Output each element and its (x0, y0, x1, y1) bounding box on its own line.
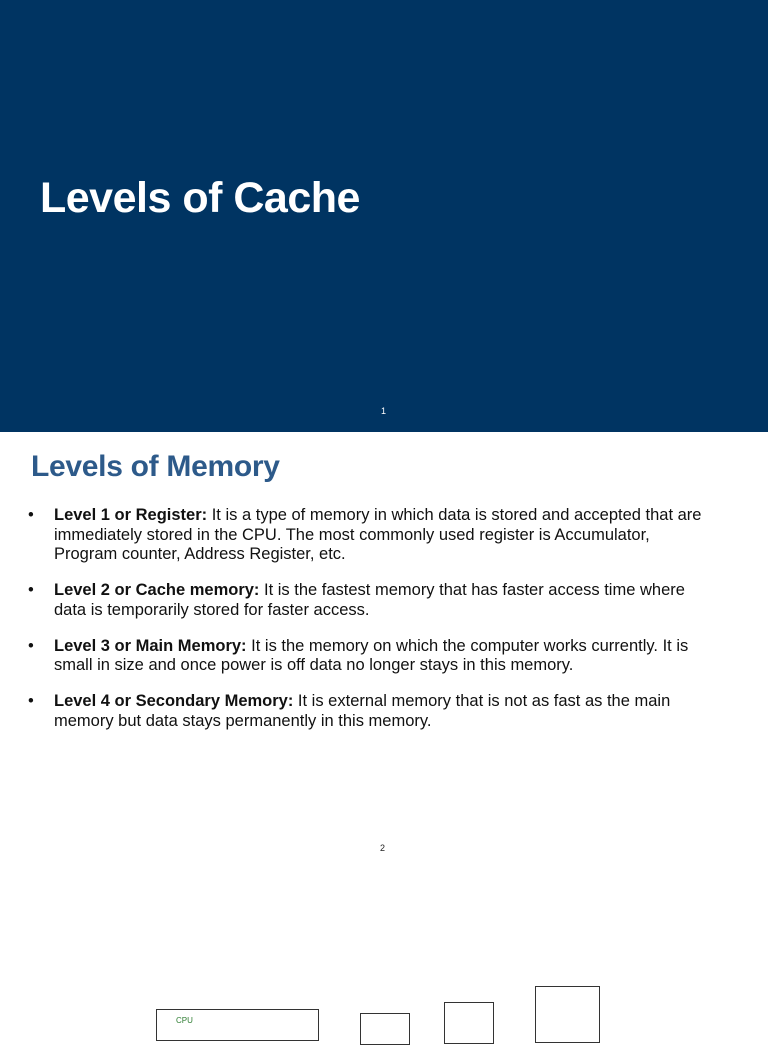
memory-box-small (360, 1013, 410, 1045)
memory-box-medium (444, 1002, 494, 1044)
cpu-box (156, 1009, 319, 1041)
bullet-dot: • (28, 636, 34, 655)
bullet-list (28, 506, 708, 748)
page-number: 2 (380, 843, 386, 853)
slide-title: Levels of Cache (40, 174, 360, 222)
bullet-term: Level 3 or Main Memory: (54, 636, 247, 655)
bullet-item-level-2 (28, 581, 708, 620)
cpu-label: CPU (176, 1016, 193, 1025)
bullet-text: It is the fastest memory that has faster access time where data is temporarily stored for faster access. (54, 581, 685, 619)
slide-heading: Levels of Memory (31, 450, 280, 483)
bullet-dot: • (28, 692, 34, 710)
bullet-text: It is the memory on which the computer works currently. It is small in size and once power is off data no longer stays in this memory. (54, 636, 689, 674)
bullet-dot: • (28, 581, 34, 599)
bullet-item-level-3 (28, 637, 708, 676)
bullet-text: It is external memory that is not as fast as the main memory but data stays permanently in this memory. (54, 692, 671, 730)
bullet-dot: • (28, 506, 34, 524)
diagram-slide (0, 864, 768, 1024)
bullet-term: Level 1 or Register: (54, 506, 208, 524)
bullet-item-level-4 (28, 692, 708, 731)
content-slide (0, 432, 768, 864)
bullet-term: Level 4 or Secondary Memory: (54, 692, 294, 710)
title-slide (0, 0, 768, 432)
bullet-text: It is a type of memory in which data is stored and accepted that are immediately stored in the CPU. The most commonly used register is Accumulator, Program counter, Address Register, etc. (54, 506, 702, 563)
page-number: 1 (381, 406, 387, 416)
bullet-item-level-1 (28, 506, 708, 565)
bullet-term: Level 2 or Cache memory: (54, 581, 260, 599)
memory-box-large (535, 986, 600, 1043)
